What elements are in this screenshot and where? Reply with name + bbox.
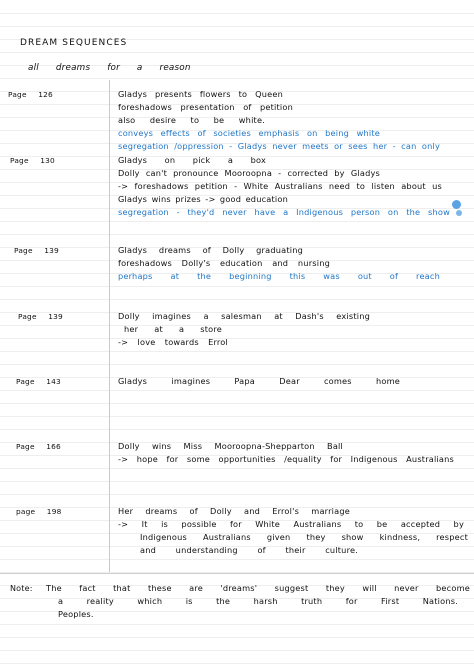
page-reference: Page 126 (8, 90, 53, 99)
entry-line: and understanding of their culture. (140, 545, 358, 555)
page-reference: Page 139 (14, 246, 59, 255)
margin-line (109, 80, 110, 572)
entry-line: Gladys dreams of Dolly graduating (118, 245, 303, 255)
note-line: The fact that these are 'dreams' suggest they will never become (46, 583, 470, 593)
page-reference: Page 130 (10, 156, 55, 165)
entry-line: foreshadows presentation of petition (118, 102, 293, 112)
note-label: Note: (10, 584, 33, 593)
entry-line: Indigenous Australians given they show kindness, respect (140, 532, 468, 542)
entry-line: Dolly imagines a salesman at Dash's existing (118, 311, 370, 321)
page-reference: page 198 (16, 507, 62, 516)
entry-line: Gladys wins prizes -> good education (118, 194, 288, 204)
page-reference: Page 166 (16, 442, 61, 451)
entry-line: Gladys on pick a box (118, 155, 266, 165)
entry-line: Dolly can't pronounce Mooroopna - corrected by Gladys (118, 168, 380, 178)
entry-line: -> It is possible for White Australians to be accepted by (118, 519, 464, 529)
note-divider (0, 573, 474, 574)
entry-line-highlight: conveys effects of societies emphasis on being white (118, 128, 380, 138)
ink-blot (456, 210, 462, 216)
page-reference: Page 139 (18, 312, 63, 321)
entry-line: Dolly wins Miss Mooroopna-Shepparton Ball (118, 441, 343, 451)
note-line: a reality which is the harsh truth for First Nations. (58, 596, 458, 606)
entry-line: Gladys imagines Papa Dear comes home (118, 376, 400, 386)
entry-line: -> love towards Errol (118, 337, 228, 347)
page-subtitle: all dreams for a reason (28, 63, 191, 73)
ink-blot (452, 200, 461, 209)
entry-line: her at a store (124, 324, 222, 334)
entry-line: Her dreams of Dolly and Errol's marriage (118, 506, 350, 516)
entry-line-highlight: segregation - they'd never have a Indigenous person on the show (118, 207, 450, 217)
entry-line-highlight: perhaps at the beginning this was out of reach (118, 271, 440, 281)
entry-line: -> hope for some opportunities /equality for Indigenous Australians (118, 454, 454, 464)
entry-line: foreshadows Dolly's education and nursing (118, 258, 330, 268)
page-title: DREAM SEQUENCES (20, 38, 128, 48)
page-reference: Page 143 (16, 377, 61, 386)
entry-line-highlight: segregation /oppression - Gladys never meets or sees her - can only (118, 141, 440, 151)
entry-line: also desire to be white. (118, 115, 265, 125)
entry-line: -> foreshadows petition - White Australians need to listen about us (118, 181, 442, 191)
note-line: Peoples. (58, 609, 94, 619)
entry-line: Gladys presents flowers to Queen (118, 89, 283, 99)
